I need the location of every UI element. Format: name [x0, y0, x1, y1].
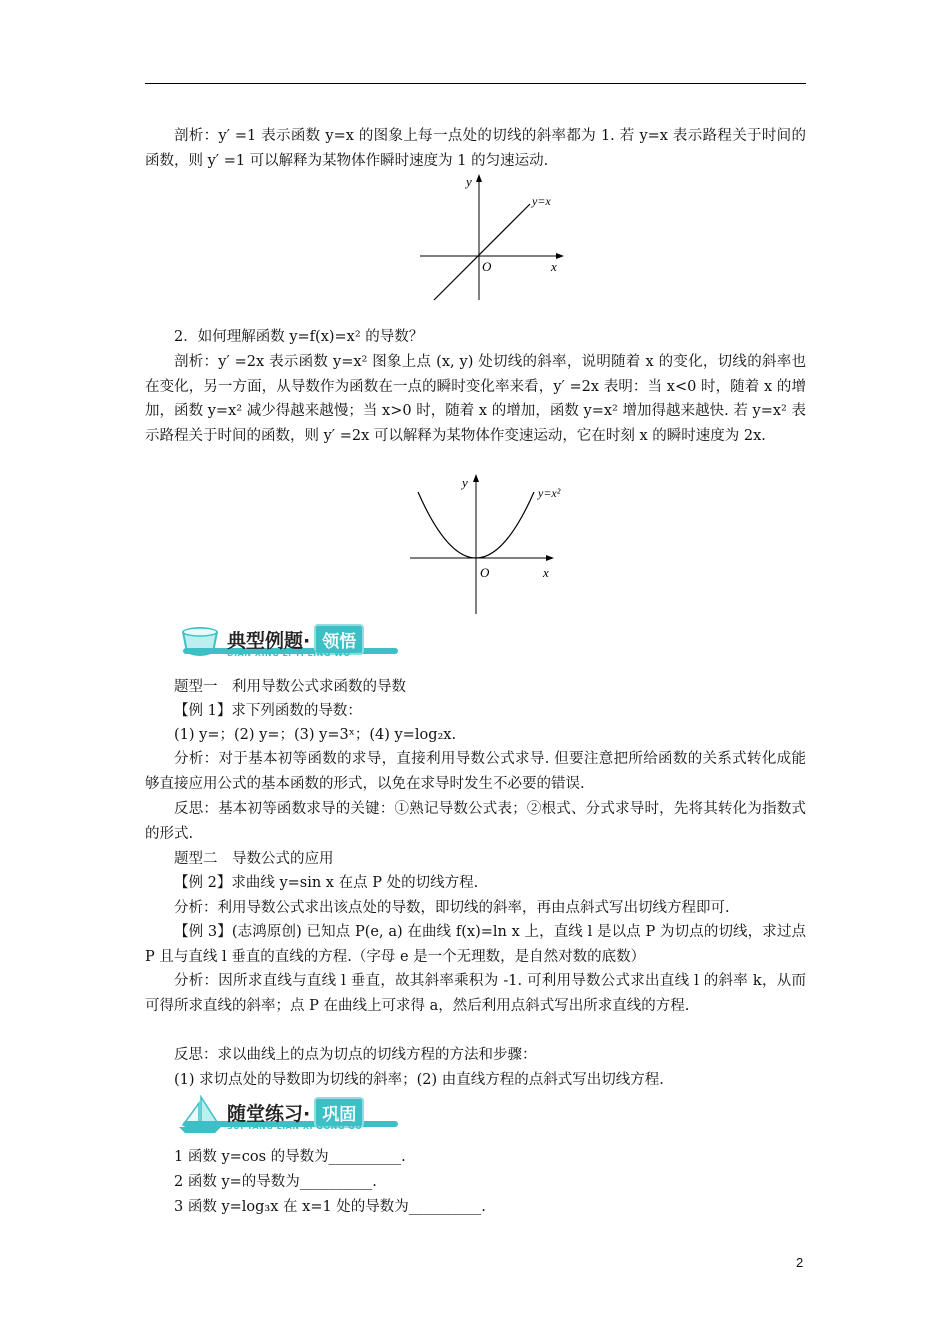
- x-axis-label: x: [551, 259, 557, 274]
- analysis-example-3: 分析：因所求直线与直线 l 垂直，故其斜率乘积为 -1. 可利用导数公式求出直线 l 的斜率 k，从而可得所求直线的斜率；点 P 在曲线上可求得 a，然后利用点斜式写出所求直线的方程.: [145, 973, 806, 1014]
- cup-icon: [175, 622, 225, 660]
- exercise-2: 2 函数 y=的导数为__________.: [174, 1174, 377, 1190]
- origin-label: O: [482, 259, 492, 274]
- sailboat-icon: [175, 1095, 225, 1137]
- reflection-2: 反思：求以曲线上的点为切点的切线方程的方法和步骤：: [174, 1047, 537, 1063]
- graph-linear: [420, 172, 570, 302]
- analysis-example-2: 分析：利用导数公式求出该点处的导数，即切线的斜率，再由点斜式写出切线方程即可.: [174, 900, 730, 916]
- graph-parabola: [410, 470, 600, 618]
- y-axis-arrow: [476, 174, 482, 182]
- banner-pinyin: DIAN XING LI TI LING WU: [227, 649, 351, 658]
- line-y-equals-x: [434, 204, 530, 300]
- reflection-2-steps: (1) 求切点处的导数即为切线的斜率；(2) 由直线方程的点斜式写出切线方程.: [174, 1072, 664, 1088]
- section-banner-practice: [175, 1095, 405, 1137]
- banner-tag: 领悟: [314, 624, 364, 655]
- curve-label: y=x²: [538, 486, 561, 500]
- analysis-example-1: 分析：对于基本初等函数的求导，直接利用导数公式求导. 但要注意把所给函数的关系式转化成能够直接应用公式的基本函数的形式，以免在求导时发生不必要的错误.: [145, 751, 806, 792]
- analysis-paragraph-1: 剖析：y′ =1 表示函数 y=x 的图象上每一点处的切线的斜率都为 1. 若 y=x 表示路程关于时间的函数，则 y′ =1 可以解释为某物体作瞬时速度为 1 的匀速运动.: [145, 128, 806, 169]
- x-axis-arrow: [556, 253, 564, 259]
- type-2-heading: 题型二 导数公式的应用: [174, 851, 334, 867]
- page-number: 2: [796, 1255, 804, 1270]
- banner-title: 随堂练习· 巩固: [227, 1097, 364, 1128]
- example-3: 【例 3】(志鸿原创) 已知点 P(e, a) 在曲线 f(x)=ln x 上，直线 l 是以点 P 为切点的切线，求过点 P 且与直线 l 垂直的直线的方程.（字母 e 是一个无理数，是自然对数的底数）: [145, 924, 806, 965]
- example-2: 【例 2】求曲线 y=sin x 在点 P 处的切线方程.: [174, 875, 479, 891]
- y-axis-arrow: [473, 474, 479, 482]
- analysis-paragraph-2: 剖析：y′ =2x 表示函数 y=x² 图象上点 (x, y) 处切线的斜率，说明随着 x 的变化，切线的斜率也在变化，另一方面，从导数作为函数在一点的瞬时变化率来看，y′ =2x 表明：当 x<0 时，随着 x 的增加，函数 y=x² 减少得越来越慢；当 x>0 时，随着 x 的增加，函数 y=x² 增加得越来越快. 若 y=x² 表示路程关于时间的函数，则 y′ =2x 可以解释为某物体作变速运动，它在时刻 x 的瞬时速度为 2x.: [145, 354, 806, 444]
- x-axis-arrow: [546, 555, 554, 561]
- y-axis-label: y: [466, 174, 472, 189]
- origin-label: O: [480, 565, 490, 580]
- y-axis-label: y: [462, 475, 468, 490]
- banner-title: 典型例题· 领悟: [227, 624, 364, 655]
- banner-pinyin: SUI TANG LIAN XI GONG GU: [227, 1122, 363, 1131]
- example-1-items: (1) y=；(2) y=；(3) y=3ˣ；(4) y=log₂x.: [174, 727, 457, 743]
- exercise-1: 1 函数 y=cos 的导数为__________.: [174, 1149, 406, 1165]
- reflection-1: 反思：基本初等函数求导的关键：①熟记导数公式表；②根式、分式求导时，先将其转化为指数式的形式.: [145, 801, 806, 842]
- x-axis-label: x: [543, 565, 549, 580]
- banner-tag: 巩固: [314, 1097, 364, 1128]
- type-1-heading: 题型一 利用导数公式求函数的导数: [174, 679, 406, 695]
- example-1: 【例 1】求下列函数的导数：: [174, 703, 362, 719]
- section-banner-examples: [175, 622, 405, 662]
- header-rule: [145, 83, 806, 84]
- question-2: 2．如何理解函数 y=f(x)=x² 的导数？: [174, 329, 424, 345]
- curve-label: y=x: [532, 194, 551, 208]
- exercise-3: 3 函数 y=log₃x 在 x=1 处的导数为__________.: [174, 1199, 486, 1215]
